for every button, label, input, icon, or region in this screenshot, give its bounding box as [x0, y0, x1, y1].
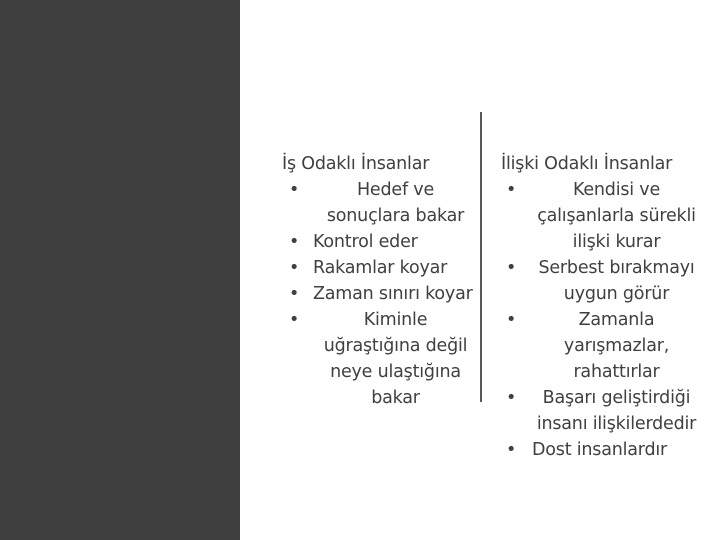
task-oriented-column	[282, 151, 478, 411]
list-item-text: Hedef ve sonuçlara bakar	[326, 180, 465, 226]
list-item-text: Kendisi ve çalışanlarla sürekli ilişki kurar	[537, 180, 696, 252]
list-item-text: Başarı geliştirdiği insanı ilişkilerdedir	[536, 388, 697, 434]
list-item-text: Zaman sınırı koyar	[313, 284, 473, 304]
list-item	[282, 281, 478, 307]
list-item-text: Serbest bırakmayı uygun görür	[538, 258, 695, 304]
list-item	[501, 255, 701, 307]
dark-side-panel	[0, 0, 240, 540]
list-item	[282, 177, 478, 229]
task-oriented-title: İş Odaklı İnsanlar	[282, 154, 430, 174]
column-divider	[480, 112, 482, 402]
list-item	[501, 437, 701, 463]
list-item-text: Dost insanlardır	[532, 440, 668, 460]
list-item	[501, 385, 701, 437]
list-item	[282, 255, 478, 281]
list-item	[501, 177, 701, 255]
list-item	[501, 307, 701, 385]
list-item-text: Kontrol eder	[313, 232, 418, 252]
list-item-text: Zamanla yarışmazlar, rahattırlar	[563, 310, 670, 382]
task-oriented-list	[282, 177, 478, 411]
relationship-oriented-list	[501, 177, 701, 463]
list-item	[282, 307, 478, 411]
relationship-oriented-column	[501, 151, 701, 463]
list-item	[282, 229, 478, 255]
list-item-text: Rakamlar koyar	[313, 258, 448, 278]
list-item-text: Kiminle uğraştığına değil neye ulaştığına bakar	[323, 310, 468, 408]
relationship-oriented-title: İlişki Odaklı İnsanlar	[501, 154, 673, 174]
